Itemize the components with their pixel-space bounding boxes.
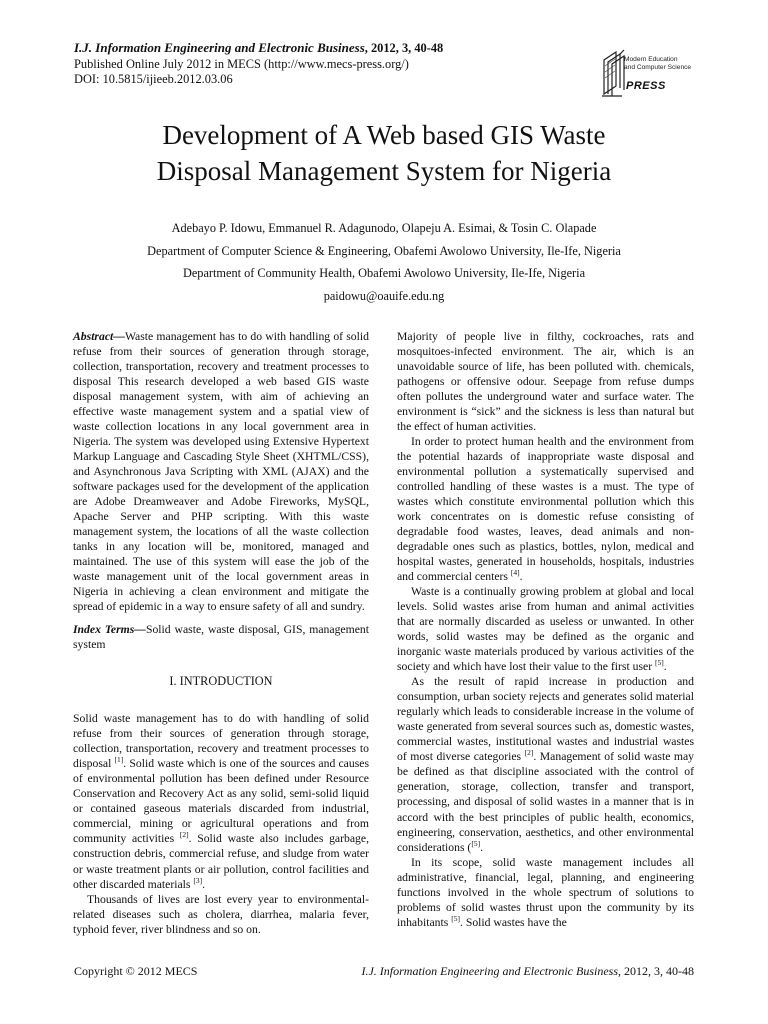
title-line-2: Disposal Management System for Nigeria (156, 156, 612, 186)
index-terms (73, 622, 369, 652)
citation-ref: [1] (114, 755, 124, 765)
affiliation-2: Department of Community Health, Obafemi Awolowo University, Ile-Ife, Nigeria (182, 266, 586, 280)
author-names: Adebayo P. Idowu, Emmanuel R. Adagunodo, Olapeju A. Esimai, & Tosin C. Olapade (171, 221, 597, 235)
text-run: . Solid waste also includes garbage, construction debris, commercial refuse, and sludge from water or waste treatment plants or air pollution, control facilities and other discarded materials (73, 832, 369, 891)
journal-header (74, 40, 494, 88)
body-paragraph-1: Majority of people live in filthy, cockroaches, rats and mosquitoes-infected environment. The air, which is an unavoidable source of life, has been polluted with. chemicals, pathogens or offensive odour. Seepage from refuse dumps often pollutes the underground water and surface water. The environment is “sick” and the sickness is less than natural but the effect of human activities. (397, 330, 694, 434)
section-heading: I. INTRODUCTION (169, 674, 273, 689)
right-column (397, 329, 694, 930)
abstract (73, 329, 369, 614)
logo-line-1: Modern Education (624, 56, 678, 63)
doi-line: DOI: 10.5815/ijieeb.2012.03.06 (74, 72, 233, 86)
intro-paragraph-1 (73, 711, 369, 891)
text-run: . Solid wastes have the (459, 915, 567, 929)
body-paragraph-2 (397, 434, 694, 584)
left-column (73, 329, 369, 937)
body-paragraph-3 (397, 584, 694, 674)
footer-journal: I.J. Information Engineering and Electronic Business (361, 964, 618, 978)
journal-citation (74, 40, 494, 57)
footer-copyright: Copyright © 2012 MECS (74, 964, 198, 978)
text-run: . Management of solid waste may be defined as that discipline associated with the control of generation, storage, collection, transfer and transport, processing, and disposal of solid wastes in a manner that is in accord with the best principles of public health, economics, engineering, conservation, aesthetics, and other environmental considerations ( (397, 750, 695, 854)
citation-ref: [5] (451, 913, 460, 923)
text-run: Solid waste management has to do with handling of solid refuse from their sources of generation through storage, collection, transportation, recovery and treatment processes to disposal (73, 712, 369, 771)
logo-caption (624, 56, 691, 72)
text-run: . Solid waste which is one of the sources and causes of environmental pollution has been defined under Resource Conservation and Recovery Act as any solid, semi-solid liquid or contained gaseous materials discarded from industrial, commercial, mining or agricultural operations and from community activities (73, 757, 370, 846)
text-run: . (480, 840, 483, 854)
author-email: paidowu@oauife.edu.ng (323, 288, 445, 303)
logo-press-text: PRESS (626, 80, 666, 92)
text-run: . (663, 660, 667, 674)
title-line-1: Development of A Web based GIS Waste (162, 120, 606, 150)
text-run: . (202, 877, 206, 891)
affiliation-1: Department of Computer Science & Engineering, Obafemi Awolowo University, Ile-Ife, Nigeria (147, 243, 621, 258)
index-terms-label: Index Terms— (73, 623, 146, 637)
published-line: Published Online July 2012 in MECS (http://www.mecs-press.org/) (74, 56, 409, 71)
text-run: In order to protect human health and the environment from the potential hazards of inappropriate waste disposal and environmental pollution a systematically supervised and controlled handling of these wastes is a must. The type of wastes which constitute environmental pollution which this work concentrates on is domestic refuse consisting of degradable food wastes, leaves, dead animals and non-degradable ones such as plastics, bottles, nylon, medical and hospital wastes, generated in households, hospitals, industries and commercial centers (397, 435, 694, 584)
intro-paragraph-2: Thousands of lives are lost every year to environmental-related diseases such as cholera, diarrhea, malaria fever, typhoid fever, river blindness and so on. (73, 892, 369, 936)
text-run: . (519, 570, 523, 584)
abstract-label: Abstract— (73, 330, 125, 343)
citation-ref: [4] (510, 568, 520, 578)
citation-ref: [3] (193, 875, 203, 885)
author-block (60, 217, 708, 307)
journal-name: I.J. Information Engineering and Electronic Business (74, 40, 365, 55)
citation-ref: [5] (471, 838, 481, 848)
citation-ref: [5] (655, 658, 664, 668)
body-paragraph-5 (397, 855, 694, 930)
abstract-text: Waste management has to do with handling of solid refuse from their sources of generation through storage, collection, transportation, recovery and treatment processes to disposal This research developed a web based GIS waste disposal management system, with aim of achieving an effective waste management system and a spatial view of waste collection locations in any local government area in Nigeria. The system was developed using Extensive Hypertext Markup Language and Cascading Style Sheet (XHTML/CSS), and Asynchronous Java Scripting with XML (AJAX) and the software packages used for the development of the application are Adobe Dreamweaver and Adobe Fireworks, MySQL, Apache Server and PHP scripting. With this waste management system, the locations of all the waste collection tanks in any location will be, monitored, managed and maintained. The use of this system will ease the job of the waste management unit of the local government areas in Nigeria in achieving a clean environment and mitigate the spread of epidemic in a way to ensure safety of all and sundry. (73, 330, 369, 614)
text-run: As the result of rapid increase in production and consumption, urban society rejects and generates solid material regularly which leads to considerable increase in the volume of waste generated from several sources such as, domestic wastes, commercial wastes, institutional wastes and industrial wastes of most diverse categories (397, 675, 694, 764)
footer-issue: , 2012, 3, 40-48 (618, 964, 694, 978)
journal-issue: , 2012, 3, 40-48 (364, 41, 444, 55)
text-run: Waste is a continually growing problem at global and local levels. Solid wastes arise from human and animal activities that are normally discarded as useless or unwanted. In other words, solid wastes may be defined as the organic and inorganic waste materials produced by various activities of the society and which have lost their value to the first user (397, 585, 694, 674)
index-terms-text: Solid waste, waste disposal, GIS, management system (73, 623, 369, 652)
citation-ref: [2] (524, 748, 534, 758)
text-run: In its scope, solid waste management includes all administrative, financial, legal, planning, and engineering functions involved in the whole spectrum of solutions to problems of solid wastes thrust upon the community by its inhabitants (397, 855, 694, 929)
footer-citation (330, 964, 694, 979)
paper-title (60, 117, 708, 189)
logo-line-2: and Computer Science (624, 64, 692, 71)
body-paragraph-4 (397, 674, 694, 854)
citation-ref: [2] (179, 830, 189, 840)
